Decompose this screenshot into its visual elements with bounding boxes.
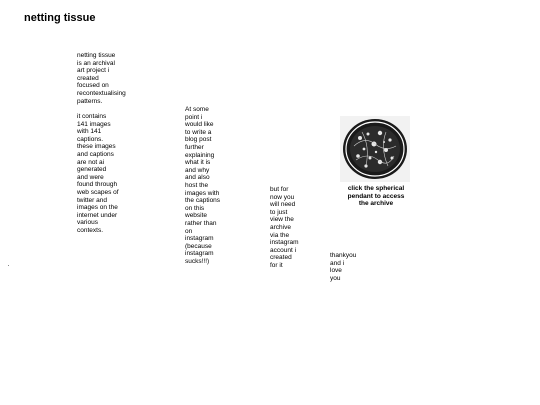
archive-pendant-link[interactable] [340,116,410,182]
contents-text: it contains 141 images with 141 captions. these images and captions are not ai generated and were found through web scapes of twitter and images on the internet under various contexts. [77,113,119,234]
stray-dot [8,265,9,266]
instagram-note-text: but for now you will need to just view the archive via the instagram account i created for it [270,186,299,269]
thanks-text: thankyou and i love you [330,252,357,282]
intro-text: netting tissue is an archival art project i created focused on recontextualising patterns. [77,52,126,105]
pendant-caption: click the spherical pendant to access the archive [347,185,405,208]
plans-text: At some point i would like to write a blog post further explaining what it is and why and also host the images with the captions on this website rather than on instagram (because instagram sucks!!!) [185,106,221,265]
spherical-pendant-icon [340,116,410,182]
page-title: netting tissue [24,12,96,24]
